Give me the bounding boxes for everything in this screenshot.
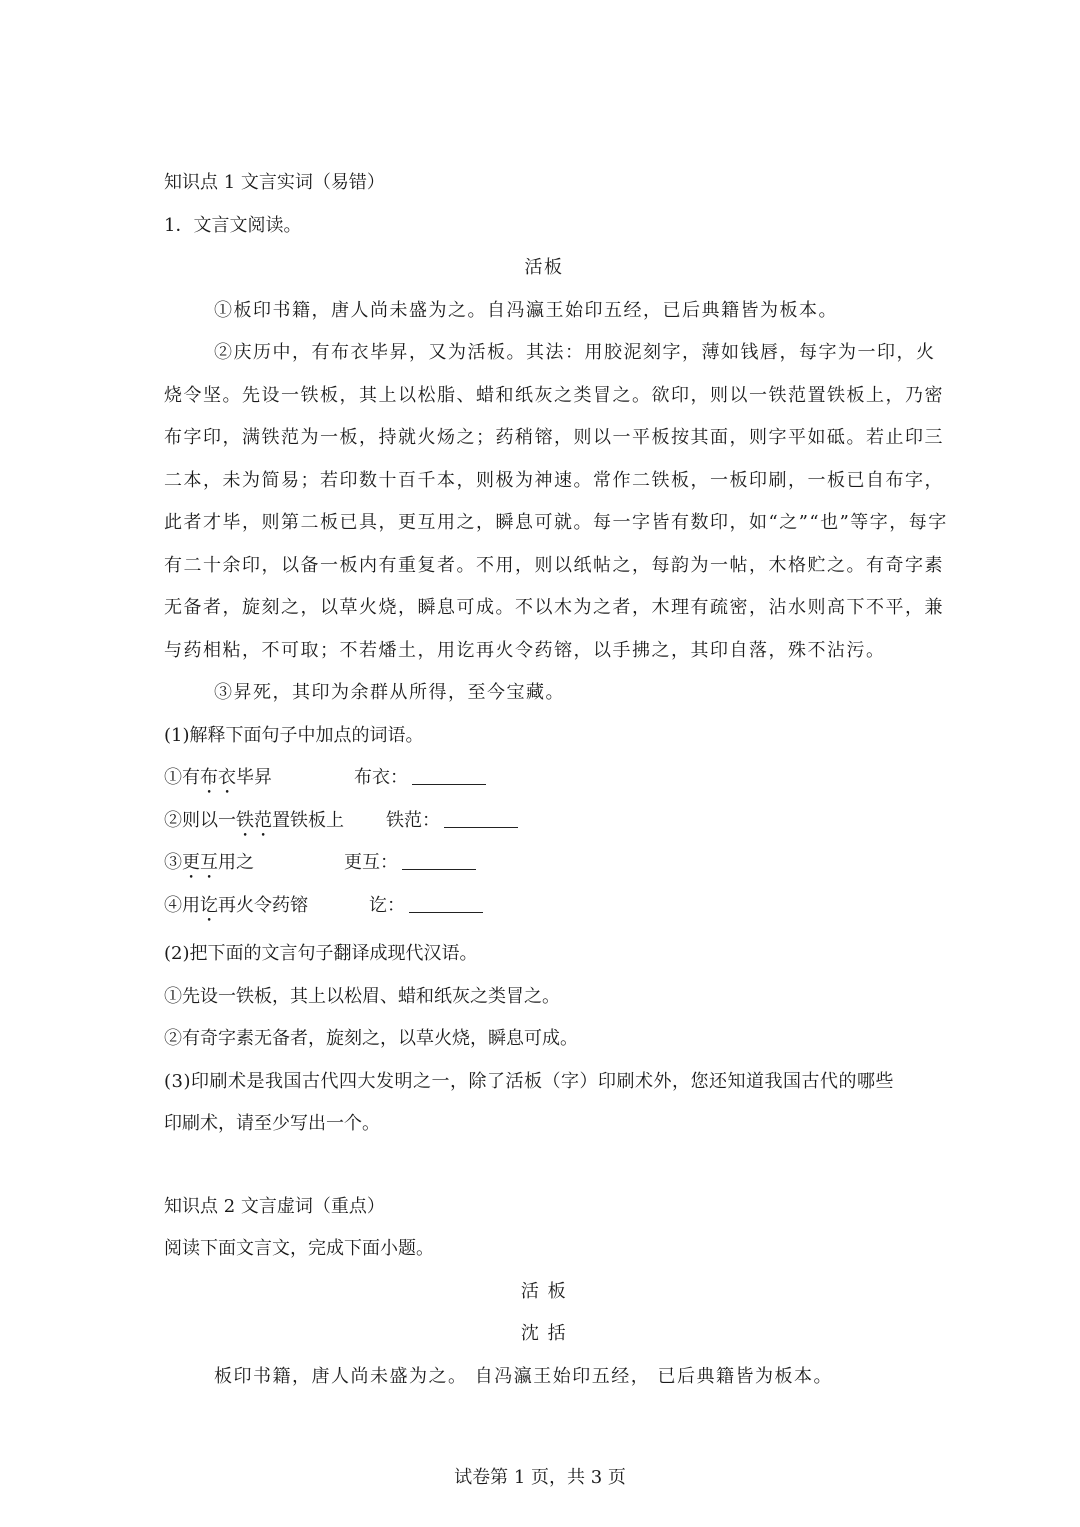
dotted-word: 铁范 <box>236 809 272 831</box>
section1-heading: 知识点 1 文言实词（易错） <box>164 172 385 193</box>
answer-blank[interactable] <box>412 764 486 785</box>
dotted-word: 布衣 <box>200 767 236 788</box>
section2-para1: 板印书籍，唐人尚未盛为之。 自冯瀛王始印五经， 已后典籍皆为板本。 <box>214 1365 833 1387</box>
q1-item: ②则以一铁范置铁板上 铁范： <box>164 800 924 843</box>
passage-para2-line: 烧令坚。先设一铁板，其上以松脂、蜡和纸灰之类冒之。欲印，则以一铁范置铁板上，乃密 <box>164 384 944 406</box>
section2-heading: 知识点 2 文言虚词（重点） <box>164 1195 385 1217</box>
section2-intro: 阅读下面文言文，完成下面小题。 <box>164 1238 434 1259</box>
q1-item: ④用讫再火令药镕 讫： <box>164 885 924 928</box>
q1-item: ①有布衣毕昇 布衣： <box>164 757 924 800</box>
passage-para2-line: 布字印，满铁范为一板，持就火炀之；药稍镕，则以一平板按其面，则字平如砥。若止印三 <box>164 427 944 448</box>
passage-para1: ①板印书籍，唐人尚未盛为之。自冯瀛王始印五经，已后典籍皆为板本。 <box>214 299 838 321</box>
passage-para2-line: ②庆历中，有布衣毕昇，又为活板。其法：用胶泥刻字，薄如钱唇，每字为一印，火 <box>214 342 936 363</box>
passage-title: 活板 <box>524 257 564 278</box>
passage-para2-line: 此者才毕，则第二板已具，更互用之，瞬息可就。每一字皆有数印，如“之”“也”等字，每字 <box>164 512 948 533</box>
section2-author: 沈 括 <box>520 1323 568 1344</box>
question1-intro: 1．文言文阅读。 <box>164 214 302 236</box>
q2-item: ②有奇字素无备者，旋刻之，以草火烧，瞬息可成。 <box>164 1028 578 1049</box>
section2-title: 活 板 <box>520 1280 568 1302</box>
passage-para2-line: 二本，未为简易；若印数十百千本，则极为神速。常作二铁板，一板印刷，一板已自布字， <box>164 469 944 491</box>
answer-blank[interactable] <box>444 807 518 828</box>
q3-line: 印刷术，请至少写出一个。 <box>164 1113 380 1134</box>
passage-para2-line: 无备者，旋刻之，以草火烧，瞬息可成。不以木为之者，木理有疏密，沾水则高下不平，兼 <box>164 597 944 618</box>
page-footer: 试卷第 1 页，共 3 页 <box>454 1467 626 1488</box>
answer-blank[interactable] <box>409 892 483 913</box>
dotted-word: 更互 <box>182 852 218 873</box>
answer-blank[interactable] <box>402 849 476 870</box>
q3-line: (3)印刷术是我国古代四大发明之一，除了活板（字）印刷术外，您还知道我国古代的哪些 <box>164 1070 894 1092</box>
q2-intro: (2)把下面的文言句子翻译成现代汉语。 <box>164 943 478 964</box>
passage-para2-line: 与药相粘，不可取；不若燔土，用讫再火令药镕，以手拂之，其印自落，殊不沾污。 <box>164 639 886 661</box>
q1-intro: (1)解释下面句子中加点的词语。 <box>164 724 424 746</box>
q2-item: ①先设一铁板，其上以松眉、蜡和纸灰之类冒之。 <box>164 985 560 1007</box>
passage-para3: ③昇死，其印为余群从所得，至今宝藏。 <box>214 682 565 703</box>
dotted-word: 讫 <box>200 894 218 916</box>
q1-item: ③更互用之 更互： <box>164 842 924 885</box>
content-area <box>164 162 948 1398</box>
passage-para2-line: 有二十余印，以备一板内有重复者。不用，则以纸帖之，每韵为一帖，木格贮之。有奇字素 <box>164 554 944 576</box>
